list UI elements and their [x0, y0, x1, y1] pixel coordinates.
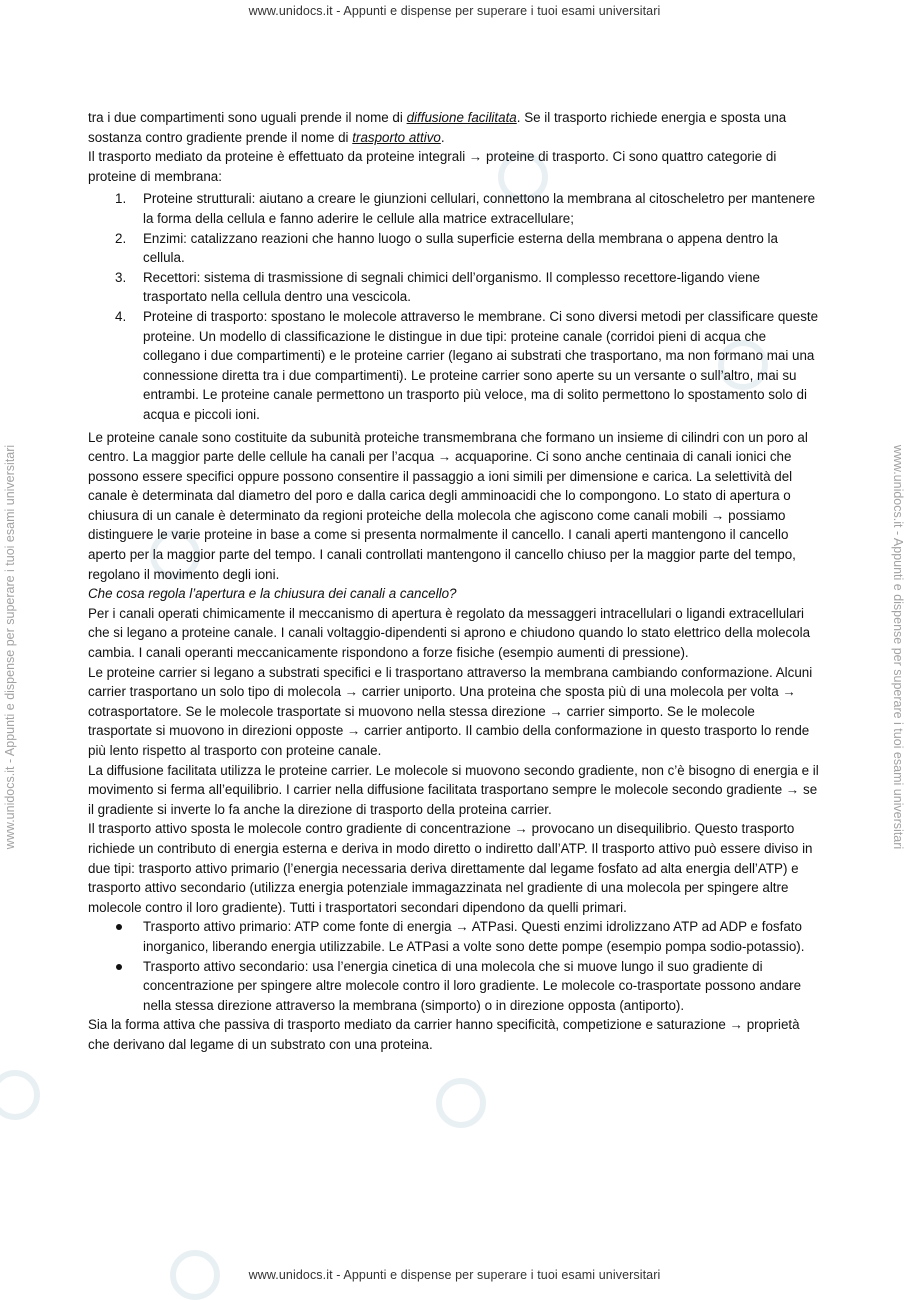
bullet-icon: [116, 964, 122, 970]
transport-types-list: [88, 917, 820, 1015]
paragraph-canali-operati: Per i canali operati chimicamente il meccanismo di apertura è regolato da messaggeri intracellulari o ligandi extracellulari che si legano a proteine canale. I canali voltaggio-dipendenti si aprono e chiudono quando lo stato elettrico della molecola cambia. I canali operanti meccanicamente rispondono a forze fisiche (esempio aumenti di pressione).: [88, 605, 811, 661]
watermark-logo-icon: [0, 1070, 40, 1120]
list-item: 2. Enzimi: catalizzano reazioni che hanno luogo o sulla superficie esterna della membrana o appena dentro la cellula.: [115, 230, 778, 266]
intro-paragraph-2: Il trasporto mediato da proteine è effettuato da proteine integrali → proteine di trasporto. Ci sono quattro categorie di proteine di membrana:: [88, 149, 777, 184]
list-item: 4. Proteine di trasporto: spostano le molecole attraverso le membrane. Ci sono diversi metodi per classificare queste proteine. Un modello di classificazione le distingue in due tipi: proteine canale (corridoi pieni di acqua che collegano i due compartimenti) e le proteine carrier (legano ai substrati che trasportano, ma non formano mai una connessione diretta tra i due compartimenti). Le proteine carrier sono aperte su un versante o sull’altro, mai su entrambi. Le proteine canale permettono un trasporto più veloce, ma di solito permettono lo spostamento solo di acqua e piccoli ioni.: [115, 308, 819, 422]
paragraph-diffusione-facilitata: La diffusione facilitata utilizza le proteine carrier. Le molecole si muovono secondo gradiente, non c’è bisogno di energia e il movimento si ferma all’equilibrio. I carrier nella diffusione facilitata trasportano sempre le molecole secondo gradiente → se il gradiente si inverte lo fa anche la direzione di trasporto della proteina carrier.: [88, 762, 819, 817]
list-item: 1. Proteine strutturali: aiutano a creare le giunzioni cellulari, connettono la membrana al citoscheletro per mantenere la forma della cellula e fanno aderire le cellule alla matrice extracellulare;: [115, 191, 816, 226]
protein-categories-list: [88, 189, 820, 424]
bullet-icon: [116, 924, 122, 930]
paragraph-trasporto-attivo: Il trasporto attivo sposta le molecole contro gradiente di concentrazione → provocano un disequilibrio. Questo trasporto richiede un contributo di energia esterna e deriva in modo diretto o indiretto dall’ATP. Il trasporto attivo può essere diviso in due tipi: trasporto attivo primario (l’energia necessaria deriva direttamente dal legame fosfato ad alta energia dell’ATP) e trasporto attivo secondario (utilizza energia potenziale immagazzinata nel gradiente di una molecola per spingere altre molecole contro il loro gradiente). Tutti i trasportatori secondari dipendono da quelli primari.: [88, 821, 813, 915]
list-item: Trasporto attivo secondario: usa l’energia cinetica di una molecola che si muove lungo il suo gradiente di concentrazione per spingere altre molecole contro il loro gradiente. Le molecole co-trasportate possono andare nella stessa direzione attraverso la membrana (simporto) o in direzione opposta (antiporto).: [88, 957, 820, 1016]
list-item: Trasporto attivo primario: ATP come fonte di energia → ATPasi. Questi enzimi idrolizzano ATP ad ADP e fosfato inorganico, liberando energia utilizzabile. Le ATPasi a volte sono dette pompe (esempio pompa sodio-potassio).: [88, 917, 820, 956]
intro-paragraph: tra i due compartimenti sono uguali prende il nome di diffusione facilitata. Se il trasporto richiede energia e sposta una sostanza contro gradiente prende il nome di trasporto attivo.: [88, 110, 787, 145]
watermark-top: www.unidocs.it - Appunti e dispense per superare i tuoi esami universitari: [248, 4, 661, 18]
term-diffusione-facilitata: diffusione facilitata: [406, 110, 517, 125]
paragraph-proteine-carrier: Le proteine carrier si legano a substrati specifici e li trasportano attraverso la membrana cambiando conformazione. Alcuni carrier trasportano un solo tipo di molecola → carrier uniporto. Una proteina che sposta più di una molecola per volta → cotrasportatore. Se le molecole trasportate si muovono nella stessa direzione → carrier simporto. Se le molecole trasportate si muovono in direzioni opposte → carrier antiporto. Il cambio della conformazione in questo trasporto lo rende più lento rispetto al trasporto con proteine canale.: [88, 664, 813, 758]
watermark-logo-icon: [436, 1078, 486, 1128]
question-heading: Che cosa regola l’apertura e la chiusura dei canali a cancello?: [88, 586, 457, 602]
list-item: 3. Recettori: sistema di trasmissione di segnali chimici dell’organismo. Il complesso recettore-ligando viene trasportato nella cellula dentro una vescicola.: [115, 269, 760, 305]
document-body: [88, 108, 820, 1055]
watermark-logo-icon: [170, 1250, 220, 1300]
watermark-bottom: www.unidocs.it - Appunti e dispense per superare i tuoi esami universitari: [248, 1268, 661, 1282]
paragraph-proteine-canale: Le proteine canale sono costituite da subunità proteiche transmembrana che formano un insieme di cilindri con un poro al centro. La maggior parte delle cellule ha canali per l’acqua → acquaporine. Ci sono anche centinaia di canali ionici che possono essere specifici oppure possono consentire il passaggio a ioni simili per dimensione e carica. La selettività del canale è determinata dal diametro del poro e dalla carica degli amminoacidi che lo compongono. Lo stato di apertura o chiusura di un canale è determinato da regioni proteiche della molecola che agiscono come canali mobili → possiamo distinguere le varie proteine in base a come si presenta normalmente il cancello. I canali aperti mantengono il cancello aperto per la maggior parte del tempo. I canali controllati mantengono il cancello chiuso per la maggior parte del tempo, regolano il movimento degli ioni.: [88, 429, 808, 582]
watermark-right: www.unidocs.it - Appunti e dispense per superare i tuoi esami universitari: [891, 444, 905, 850]
closing-paragraph: Sia la forma attiva che passiva di trasporto mediato da carrier hanno specificità, competizione e saturazione → proprietà che derivano dal legame di un substrato con una proteina.: [88, 1017, 800, 1052]
term-trasporto-attivo: trasporto attivo: [352, 129, 441, 145]
watermark-left: www.unidocs.it - Appunti e dispense per superare i tuoi esami universitari: [3, 444, 17, 850]
